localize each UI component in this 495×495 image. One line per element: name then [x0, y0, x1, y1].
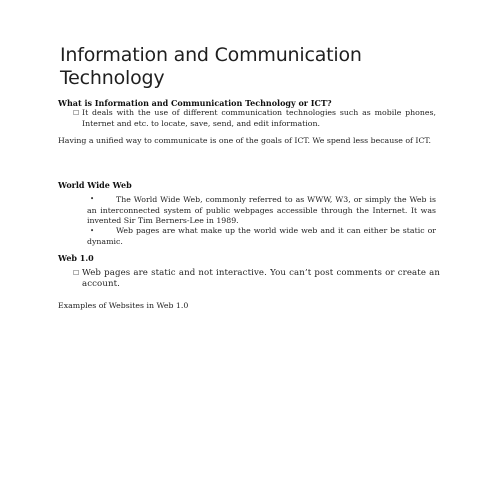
web1-bullet-text: Web pages are static and not interactive. You can’t post comments or create an account. — [82, 268, 440, 289]
bullet-marker: • — [90, 227, 95, 235]
heading-web-1-0: Web 1.0 — [58, 253, 94, 263]
web1-examples-paragraph: Examples of Websites in Web 1.0 — [58, 301, 189, 310]
heading-what-is-ict: What is Information and Communication Technology or ICT? — [58, 98, 332, 108]
bullet-marker: • — [90, 195, 95, 203]
missing-glyph-box-icon: ☐ — [73, 109, 80, 117]
heading-world-wide-web: World Wide Web — [58, 180, 132, 190]
ict-goal-paragraph: Having a unified way to communicate is one of the goals of ICT. We spend less because of ICT. — [58, 136, 431, 145]
missing-glyph-box-icon: ☐ — [73, 269, 80, 277]
document-title: Information and Communication Technology — [60, 44, 362, 89]
www-item-web-pages: Web pages are what make up the world wide web and it can either be static or dynamic. — [87, 226, 436, 246]
www-item-definition: The World Wide Web, commonly referred to as WWW, W3, or simply the Web is an interconnected system of public webpages accessible through the Internet. It was invented Sir Tim Berners-Lee in 1989. — [87, 195, 436, 225]
ict-bullet-text: It deals with the use of different communication technologies such as mobile phones, Internet and etc. to locate, save, send, and edit information. — [82, 108, 436, 128]
